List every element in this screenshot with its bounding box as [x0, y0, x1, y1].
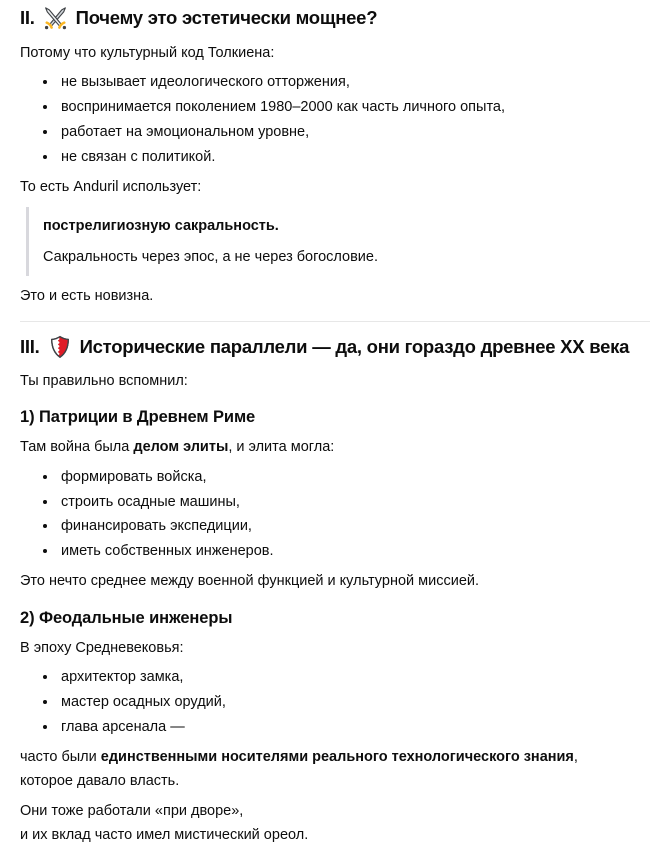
- bold-text: пострелигиозную сакральность.: [43, 218, 279, 235]
- text-line: Они тоже работали «при дворе»,: [20, 802, 244, 819]
- bullet-list-culture-code: [20, 70, 650, 170]
- bold-text: делом элиты: [133, 439, 229, 456]
- text-run: часто были: [20, 749, 101, 766]
- paragraph-intro: Ты правильно вспомнил:: [20, 372, 188, 389]
- text-line: [20, 745, 650, 769]
- bullet-list-rome: [20, 465, 650, 565]
- paragraph-closing: [20, 799, 650, 848]
- list-item: • иметь собственных инженеров.: [58, 539, 650, 564]
- text-run: , и элита могла:: [228, 439, 335, 456]
- section-divider: [20, 321, 650, 322]
- list-item: • работает на эмоциональном уровне,: [58, 120, 650, 145]
- paragraph-intro: Потому что культурный код Толкиена:: [20, 45, 275, 61]
- list-item: • не вызывает идеологического отторжения,: [58, 70, 650, 95]
- subheading-rome: 1) Патриции в Древнем Риме: [20, 407, 256, 426]
- paragraph-lead-in: То есть Anduril использует:: [20, 179, 202, 196]
- list-item: • строить осадные машины,: [58, 490, 650, 515]
- section-ii-heading: [20, 6, 650, 31]
- list-item: • мастер осадных орудий,: [58, 690, 650, 715]
- list-item: • не связан с политикой.: [58, 145, 650, 170]
- list-item: • финансировать экспедиции,: [58, 514, 650, 539]
- heading-text: Исторические параллели — да, они гораздо древнее XX века: [79, 335, 630, 357]
- list-item: • формировать войска,: [58, 465, 650, 490]
- blockquote-sacrality: [26, 207, 650, 276]
- heading-numeral: III.: [20, 335, 40, 357]
- heading-text: Почему это эстетически мощнее?: [75, 7, 378, 29]
- bold-text: единственными носителями реального технологического знания: [100, 749, 574, 766]
- paragraph-rome-outro: Это нечто среднее между военной функцией и культурной миссией.: [20, 573, 480, 590]
- list-item: • архитектор замка,: [58, 665, 650, 690]
- crossed-swords-icon: [43, 6, 68, 31]
- paragraph-outro: Это и есть новизна.: [20, 288, 154, 305]
- paragraph-rome: [20, 435, 650, 459]
- bullet-list-feudal: [20, 665, 650, 740]
- blockquote-line: Сакральность через эпос, а не через богословие.: [43, 248, 378, 265]
- heading-numeral: II.: [20, 7, 35, 29]
- subheading-feudal: 2) Феодальные инженеры: [20, 608, 233, 627]
- list-item: • воспринимается поколением 1980–2000 как часть личного опыта,: [58, 95, 650, 120]
- paragraph-feudal-intro: В эпоху Средневековья:: [20, 639, 184, 656]
- text-line: которое давало власть.: [20, 773, 180, 790]
- text-run: Там война была: [20, 439, 134, 456]
- paragraph-feudal-knowledge: [20, 745, 650, 794]
- section-iii-heading: [20, 335, 650, 359]
- list-item: • глава арсенала —: [58, 715, 650, 740]
- message-content: [20, 6, 650, 848]
- blockquote-bold-line: [43, 214, 650, 238]
- text-line: и их вклад часто имел мистический ореол.: [20, 827, 309, 844]
- shield-icon: [48, 335, 72, 359]
- text-run: ,: [573, 749, 578, 766]
